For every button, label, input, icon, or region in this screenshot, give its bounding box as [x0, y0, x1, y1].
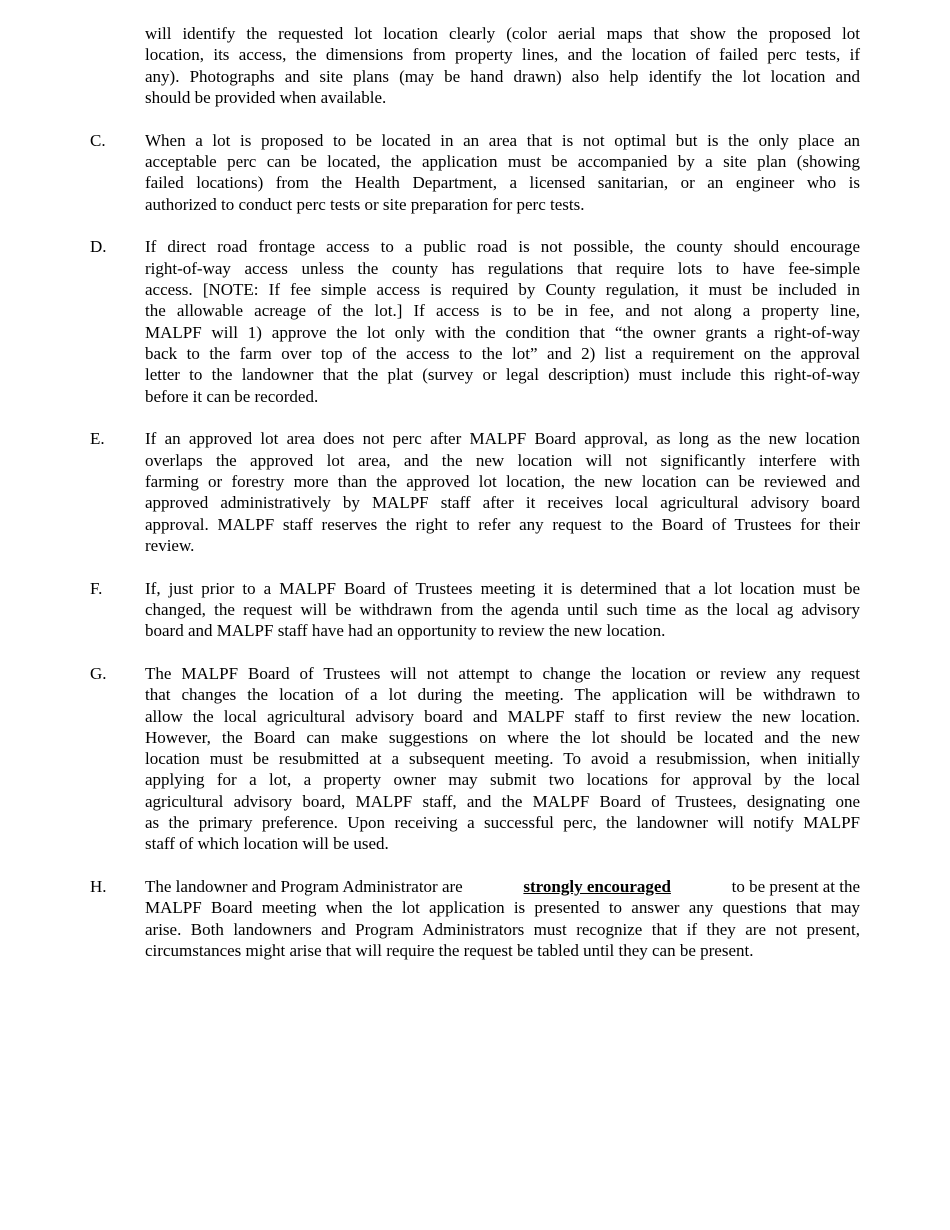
text-segment: The landowner and Program Administrator are — [145, 877, 463, 897]
text-line: location must be resubmitted at a subsequent meeting. To avoid a resubmission, when initially — [145, 749, 860, 769]
text-line: location, its access, the dimensions from property lines, and the location of failed perc tests, if — [145, 45, 860, 65]
item-g — [0, 663, 950, 855]
text-line: overlaps the approved lot area, and the new location will not significantly interfere with — [145, 450, 860, 470]
item-body — [145, 663, 860, 855]
item-label: H. — [90, 877, 107, 897]
text-line: back to the farm over top of the access to the lot” and 2) list a requirement on the approval — [145, 343, 860, 363]
text-line: allow the local agricultural advisory board and MALPF staff to first review the new location. — [145, 706, 860, 726]
text-line: The MALPF Board of Trustees will not attempt to change the location or review any request — [145, 663, 860, 683]
text-line: circumstances might arise that will require the request be tabled until they can be present. — [145, 941, 754, 961]
intro-paragraph — [0, 23, 950, 108]
item-label: C. — [90, 130, 106, 150]
text-line: the allowable acreage of the lot.] If access is to be in fee, and not along a property line, — [145, 301, 860, 321]
text-line: applying for a lot, a property owner may submit two locations for approval by the local — [145, 770, 860, 790]
text-line: review. — [145, 535, 195, 555]
item-label: E. — [90, 429, 105, 449]
text-line: will identify the requested lot location clearly (color aerial maps that show the proposed lot — [145, 24, 860, 43]
text-line: failed locations) from the Health Department, a licensed sanitarian, or an engineer who is — [145, 173, 860, 193]
text-line: However, the Board can make suggestions on where the lot should be located and the new — [145, 727, 860, 747]
item-h — [0, 876, 950, 961]
emphasized-text: strongly encouraged — [523, 877, 671, 897]
text-line: arise. Both landowners and Program Administrators must recognize that if they are not present, — [145, 919, 860, 939]
text-line: acceptable perc can be located, the application must be accompanied by a site plan (showing — [145, 151, 860, 171]
item-label: F. — [90, 578, 103, 598]
text-segment: to be present at the — [731, 877, 860, 897]
text-line: any). Photographs and site plans (may be hand drawn) also help identify the lot location and — [145, 66, 860, 86]
text-line: letter to the landowner that the plat (survey or legal description) must include this right-of-way — [145, 365, 860, 385]
text-line: If, just prior to a MALPF Board of Trustees meeting it is determined that a lot location must be — [145, 578, 860, 598]
item-label: D. — [90, 237, 107, 257]
text-line: should be provided when available. — [145, 87, 387, 107]
text-line: authorized to conduct perc tests or site preparation for perc tests. — [145, 194, 585, 214]
text-line: If an approved lot area does not perc after MALPF Board approval, as long as the new location — [145, 429, 860, 449]
item-body — [145, 578, 860, 642]
text-line: changed, the request will be withdrawn from the agenda until such time as the local ag advisory — [145, 599, 860, 619]
item-c — [0, 130, 950, 215]
text-line: board and MALPF staff have had an opportunity to review the new location. — [145, 621, 666, 641]
item-body — [145, 428, 860, 556]
text-line: agricultural advisory board, MALPF staff, and the MALPF Board of Trustees, designating one — [145, 791, 860, 811]
item-f — [0, 578, 950, 642]
intro-body — [145, 23, 860, 108]
item-label: G. — [90, 663, 107, 683]
text-line: farming or forestry more than the approved lot location, the new location can be reviewed and — [145, 471, 860, 491]
item-body — [145, 130, 860, 215]
text-line: access. [NOTE: If fee simple access is required by County regulation, it must be included in — [145, 279, 860, 299]
document-page — [0, 23, 950, 983]
item-d — [0, 236, 950, 407]
text-line: before it can be recorded. — [145, 386, 319, 406]
item-body — [145, 236, 860, 407]
text-line: approved administratively by MALPF staff after it receives local agricultural advisory board — [145, 493, 860, 513]
item-e — [0, 428, 950, 556]
text-line: When a lot is proposed to be located in an area that is not optimal but is the only place an — [145, 130, 860, 150]
text-line: staff of which location will be used. — [145, 834, 389, 854]
item-line — [145, 876, 860, 897]
item-body — [145, 876, 860, 961]
text-line: that changes the location of a lot during the meeting. The application will be withdrawn to — [145, 685, 860, 705]
text-line: MALPF will 1) approve the lot only with the condition that “the owner grants a right-of-way — [145, 322, 860, 342]
text-line: If direct road frontage access to a public road is not possible, the county should encourage — [145, 237, 860, 257]
text-line: as the primary preference. Upon receiving a successful perc, the landowner will notify MALPF — [145, 813, 860, 833]
text-line: MALPF Board meeting when the lot application is presented to answer any questions that may — [145, 898, 860, 918]
text-line: right-of-way access unless the county has regulations that require lots to have fee-simple — [145, 258, 860, 278]
text-line: approval. MALPF staff reserves the right to refer any request to the Board of Trustees for their — [145, 514, 860, 534]
